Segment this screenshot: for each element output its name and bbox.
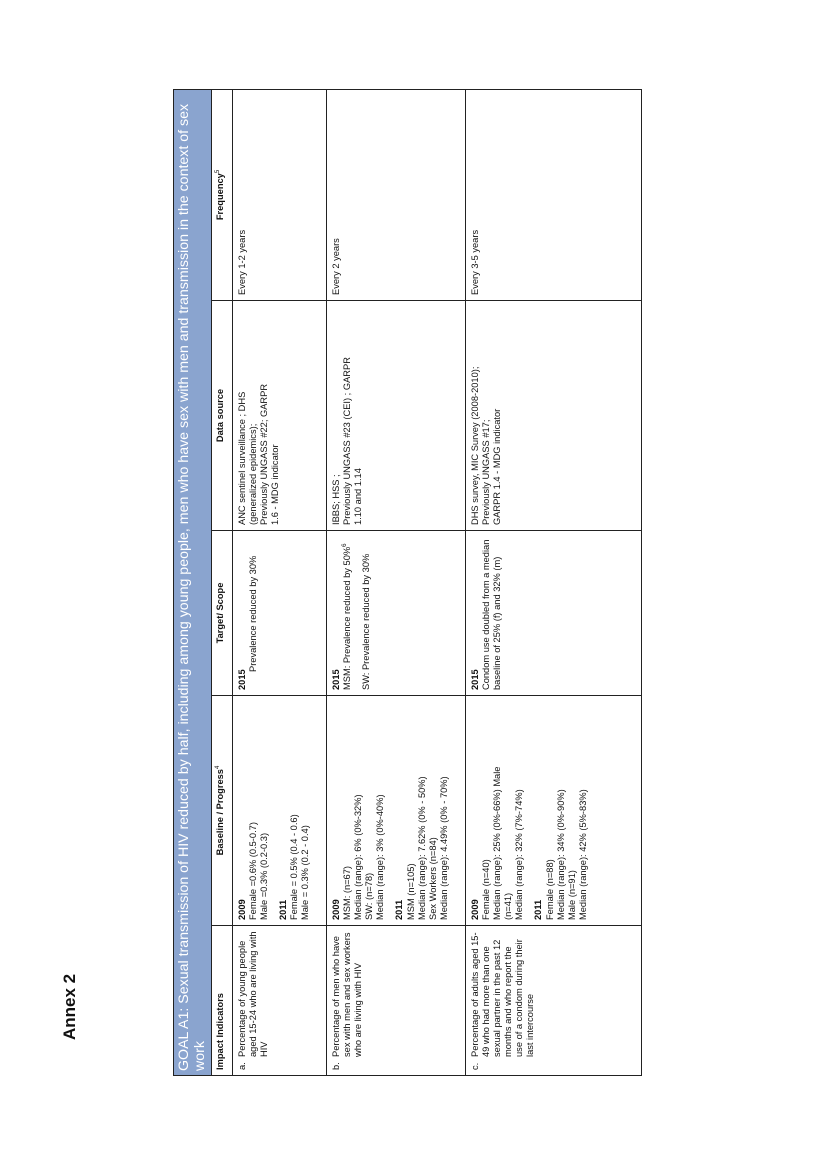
footnote-4: 4: [214, 765, 221, 770]
baseline-year: 2009: [236, 899, 247, 920]
baseline-line: Male (n=91): [566, 870, 577, 920]
baseline-line: Median (range): 34% (0%-90%): [555, 789, 566, 920]
baseline-year: 2009: [469, 899, 480, 920]
baseline-line: Median (range): 3% (0%-40%): [375, 794, 386, 920]
target-text: Condom use doubled from a median baseline of 25% (f) and 32% (m): [480, 539, 502, 690]
source-line: Previously UNGASS #22; GARPR: [258, 383, 269, 525]
target-msm-text: MSM: Prevalence reduced by 50%: [341, 546, 352, 690]
source-line: 1.10 and 1.14: [352, 468, 363, 525]
source-line: (generalized epidemics);: [247, 423, 258, 525]
header-frequency: [211, 89, 232, 300]
frequency-cell: Every 1-2 years: [232, 89, 326, 300]
source-cell: [232, 301, 326, 531]
target-year: 2015: [330, 669, 341, 690]
header-frequency-label: Frequency: [214, 173, 225, 221]
frequency-cell: Every 2 years: [326, 89, 465, 300]
indicator-text: Percentage of young people aged 15-24 who are living with HIV: [236, 931, 269, 1057]
baseline-year: 2011: [533, 899, 544, 920]
baseline-line: Female (n=88): [544, 859, 555, 920]
baseline-cell: [465, 696, 641, 926]
baseline-line: MSM: (n=67): [341, 866, 352, 920]
source-line: Previously UNGASS #23 (CEI) ; GARPR: [341, 357, 352, 525]
baseline-line: Male =0.3% (0.2-0.3): [258, 832, 269, 920]
indicator-cell: [465, 926, 641, 1076]
baseline-line: Sex Workers (n=84): [427, 837, 438, 920]
baseline-year: 2011: [278, 899, 289, 920]
source-cell: [465, 301, 641, 531]
baseline-line: Median (range): 7.62% (0% - 50%): [416, 776, 427, 920]
header-data-source: Data source: [211, 301, 232, 531]
baseline-line: Female = 0.5% (0.4 - 0.6): [289, 814, 300, 920]
baseline-line: Median (range): 4.49% (0% - 70%): [439, 776, 450, 920]
indicator-letter: a.: [236, 1062, 247, 1070]
source-line: GARPR 1.4 - MDG indicator: [491, 408, 502, 525]
header-row: [211, 89, 232, 1075]
header-target: Target/ Scope: [211, 531, 232, 696]
source-line: 1.6 - MDG indicator: [270, 444, 281, 525]
indicator-text: Percentage of men who have sex with men and sex workers who are living with HIV: [330, 932, 363, 1057]
baseline-line: Median (range): 6% (0%-32%): [352, 794, 363, 920]
indicator-cell: [326, 926, 465, 1076]
goal-title: GOAL A1: Sexual transmission of HIV reduced by half, including among young people, men who have sex with men and transmission in the context of sex work: [174, 89, 212, 1075]
target-msm: [342, 536, 353, 690]
target-year: 2015: [469, 669, 480, 690]
target-text: Prevalence reduced by 30%: [247, 555, 258, 672]
baseline-cell: [232, 696, 326, 926]
baseline-line: Median (range): 25% (0%-66%) Male: [491, 766, 502, 920]
source-line: DHS survey, MIC Survey (2008-2010);: [469, 366, 480, 525]
indicator-text: Percentage of adults aged 15-49 who had more than one sexual partner in the past 12 months and who report the use of a condom during their last intercourse: [469, 932, 536, 1057]
baseline-cell: [326, 696, 465, 926]
baseline-line: MSM (n=105): [405, 863, 416, 920]
baseline-year: 2009: [330, 899, 341, 920]
goal-a1-table: [173, 89, 642, 1076]
header-impact-indicators: Impact Indicators: [211, 926, 232, 1076]
indicator-letter: b.: [330, 1062, 341, 1070]
target-cell: [232, 531, 326, 696]
footnote-5: 5: [214, 169, 221, 174]
table-row: [465, 89, 641, 1075]
baseline-line: Male = 0.3% (0.2 - 0.4): [300, 825, 311, 920]
table-row: [326, 89, 465, 1075]
indicator-letter: c.: [469, 1062, 480, 1070]
baseline-line: Median (range): 42% (5%-83%): [578, 789, 589, 920]
header-baseline: [211, 696, 232, 926]
target-year: 2015: [236, 669, 247, 690]
baseline-year: 2011: [394, 899, 405, 920]
page-title: Annex 2: [60, 973, 79, 1040]
baseline-line: (n=41): [503, 892, 514, 920]
header-baseline-label: Baseline / Progress: [214, 769, 225, 856]
target-sw: SW: Prevalence reduced by 30%: [360, 553, 371, 690]
baseline-line: Female =0.6% (0.5-0.7): [247, 822, 258, 920]
source-line: Previously UNGASS #17;: [480, 419, 491, 525]
baseline-line: SW: (n=78): [364, 872, 375, 920]
source-line: ANC sentinel surveillance ; DHS: [236, 391, 247, 525]
indicator-cell: [232, 926, 326, 1076]
table-row: [232, 89, 326, 1075]
target-cell: [465, 531, 641, 696]
baseline-line: Median (range): 32% (7%-74%): [514, 789, 525, 920]
goal-table-container: [173, 90, 723, 1076]
footnote-6: 6: [341, 543, 348, 547]
baseline-line: Female (n=40): [480, 859, 491, 920]
frequency-cell: Every 3-5 years: [465, 89, 641, 300]
source-line: IBBS; HSS ;: [330, 474, 341, 525]
target-cell: [326, 531, 465, 696]
source-cell: [326, 301, 465, 531]
